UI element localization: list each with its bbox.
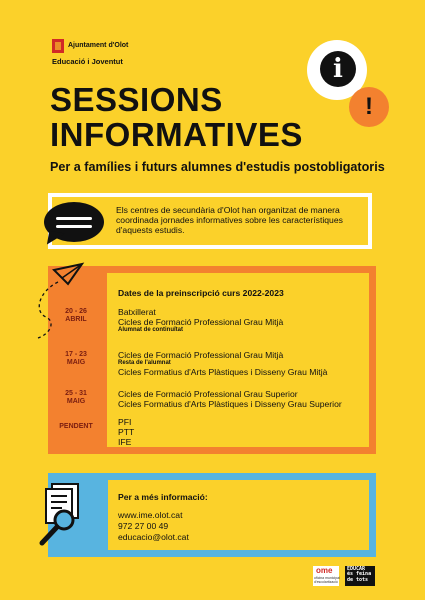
contact-title: Per a més informació: bbox=[118, 492, 208, 502]
row-1: Batxillerat Cicles de Formació Professional Grau Mitjà Alumnat de continuïtat bbox=[118, 307, 284, 334]
info-icon: i bbox=[320, 51, 356, 87]
contact-email[interactable]: educacio@olot.cat bbox=[118, 532, 189, 542]
ome-logo-text: ome bbox=[316, 566, 333, 575]
organization-name: Ajuntament d'Olot bbox=[68, 42, 129, 49]
subtitle: Per a famílies i futurs alumnes d'estudis postobligatoris bbox=[50, 160, 385, 174]
title-line-1: SESSIONS bbox=[50, 81, 223, 118]
period-4: PENDENT bbox=[59, 423, 93, 430]
title-line-2: INFORMATIVES bbox=[50, 116, 303, 153]
intro-text: Els centres de secundària d'Olot han organitzat de manera coordinada jornades informatives sobre les característiques d'aquests estudis. bbox=[116, 205, 343, 236]
row-2: Cicles de Formació Professional Grau Mitjà Resta de l'alumnat Cicles Formatius d'Arts Plàstiques i Disseny Grau Mitjà bbox=[118, 350, 328, 378]
city-crest-icon bbox=[52, 39, 64, 53]
paper-plane-icon bbox=[28, 262, 88, 342]
row-4: PFI PTT IFE bbox=[118, 417, 135, 448]
department-name: Educació i Joventut bbox=[52, 57, 123, 66]
period-3: 25 - 31 MAIG bbox=[65, 390, 87, 406]
dates-title: Dates de la preinscripció curs 2022-2023 bbox=[118, 288, 284, 298]
period-1: 20 - 26 ABRIL bbox=[65, 308, 87, 324]
ome-logo-subtext: oficina municipal d'escolarització bbox=[314, 576, 340, 584]
speech-bubble-tail bbox=[47, 231, 65, 248]
exclamation-icon: ! bbox=[349, 87, 389, 127]
document-magnifier-icon bbox=[34, 480, 94, 550]
row-3: Cicles de Formació Professional Grau Superior Cicles Formatius d'Arts Plàstiques i Disseny Grau Superior bbox=[118, 389, 342, 410]
contact-web[interactable]: www.ime.olot.cat bbox=[118, 510, 183, 520]
contact-phone: 972 27 00 49 bbox=[118, 521, 169, 531]
period-2: 17 - 23 MAIG bbox=[65, 351, 87, 367]
educar-logo-text: EDUCAR és feina de tots bbox=[347, 566, 372, 583]
